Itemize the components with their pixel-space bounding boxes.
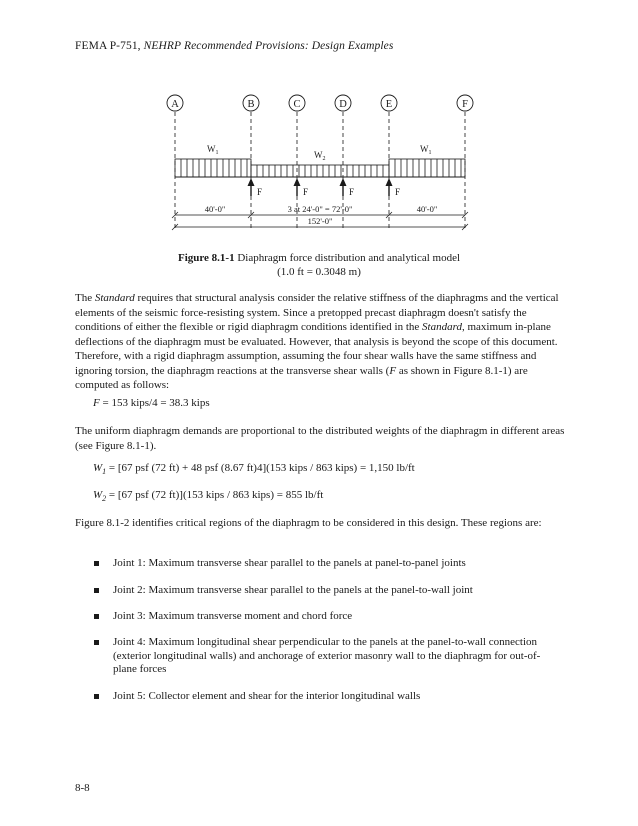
dim-right: 40'-0" — [416, 204, 438, 214]
caption-text: Diaphragm force distribution and analytical model — [234, 252, 461, 264]
dim-left: 40'-0" — [204, 204, 226, 214]
grid-label-f: F — [462, 99, 468, 110]
figure-caption — [0, 252, 638, 264]
load-label-w1-right: $W_1$ — [420, 144, 432, 156]
load-block-w1-right — [389, 159, 465, 177]
reaction-arrows — [248, 178, 401, 197]
dim-middle: 3 at 24'-0" = 72'-0" — [287, 204, 353, 214]
dim-overall: 152'-0" — [307, 216, 333, 226]
page-number: 8-8 — [75, 782, 90, 794]
paragraph-regions: Figure 8.1-2 identifies critical regions of the diaphragm to be considered in this design. These regions are: — [75, 517, 542, 529]
bullet-marker — [94, 611, 102, 619]
load-block-w1-left — [175, 159, 251, 177]
reaction-arrowhead — [340, 178, 347, 186]
grid-label-b: B — [247, 99, 255, 110]
load-distribution — [175, 159, 465, 177]
equation-f: F = 153 kips/4 = 38.3 kips — [93, 397, 210, 409]
grid-bubbles — [167, 95, 473, 111]
reaction-label: F — [303, 187, 309, 197]
paragraph-uniform: The uniform diaphragm demands are proportional to the distributed weights of the diaphragm in different areas (see Figure 8.1-1). — [75, 425, 565, 452]
bullet-marker — [94, 691, 102, 699]
caption-label: Figure 8.1-1 — [177, 252, 235, 264]
list-item-joint-4: Joint 4: Maximum longitudinal shear perpendicular to the panels at the panel-to-wall connection (exterior longitudinal walls) and anchorage of exterior masonry wall to the diaphragm for out-of-plane forces — [113, 636, 541, 675]
list-item-joint-1: Joint 1: Maximum transverse shear parallel to the panels at panel-to-panel joints — [113, 557, 466, 569]
equation-w1: $W_1 = [67$ psf (72 ft) + 48 psf (8.67 ft)4](153 kips / 863 kips) = 1,150 lb/ft — [93, 462, 415, 477]
bullet-marker — [94, 585, 102, 593]
list-item-joint-3: Joint 3: Maximum transverse moment and chord force — [113, 610, 353, 622]
list-item-joint-2: Joint 2: Maximum transverse shear parallel to the panels at the panel-to-wall joint — [113, 584, 473, 596]
header-title: NEHRP Recommended Provisions: Design Examples — [143, 40, 394, 52]
load-label-w2: $W_2$ — [314, 150, 326, 162]
bullet-marker — [94, 637, 102, 645]
grid-label-a: A — [171, 99, 179, 110]
reaction-arrowhead — [294, 178, 301, 186]
grid-label-e: E — [385, 99, 393, 110]
list-item-joint-5: Joint 5: Collector element and shear for the interior longitudinal walls — [113, 690, 421, 702]
grid-label-c: C — [293, 99, 301, 110]
caption-conversion: (1.0 ft = 0.3048 m) — [277, 266, 361, 278]
reaction-arrowhead — [248, 178, 255, 186]
reaction-arrowhead — [386, 178, 393, 186]
paragraph-standard: The Standard requires that structural analysis consider the relative stiffness of the diaphragms and the vertical elements of the seismic force-resisting system. Since a pretopped precast diaphragm doesn't satisfy the conditions of either the flexible or rigid diaphragm conditions identified in the Standard, maximum in-plane deflections of the diaphragm must be evaluated. However, that analysis is beyond the scope of this document. Therefore, with a rigid diaphragm assumption, assuming the four shear walls have the same stiffness and ignoring torsion, the diaphragm reactions at the transverse shear walls (F as shown in Figure 8.1-1) are computed as follows: — [75, 292, 559, 391]
load-label-w1-left: $W_1$ — [207, 144, 219, 156]
reaction-label: F — [349, 187, 355, 197]
reaction-label: F — [257, 187, 263, 197]
equation-w2: $W_2 = [67$ psf (72 ft)](153 kips / 863 kips) = 855 lb/ft — [93, 489, 324, 504]
header-prefix: FEMA P-751, — [75, 40, 144, 52]
grid-label-d: D — [339, 99, 347, 110]
bullet-marker — [94, 558, 102, 566]
reaction-label: F — [395, 187, 401, 197]
diaphragm-figure — [0, 88, 638, 238]
running-header — [75, 40, 393, 52]
load-block-w2 — [251, 165, 389, 177]
